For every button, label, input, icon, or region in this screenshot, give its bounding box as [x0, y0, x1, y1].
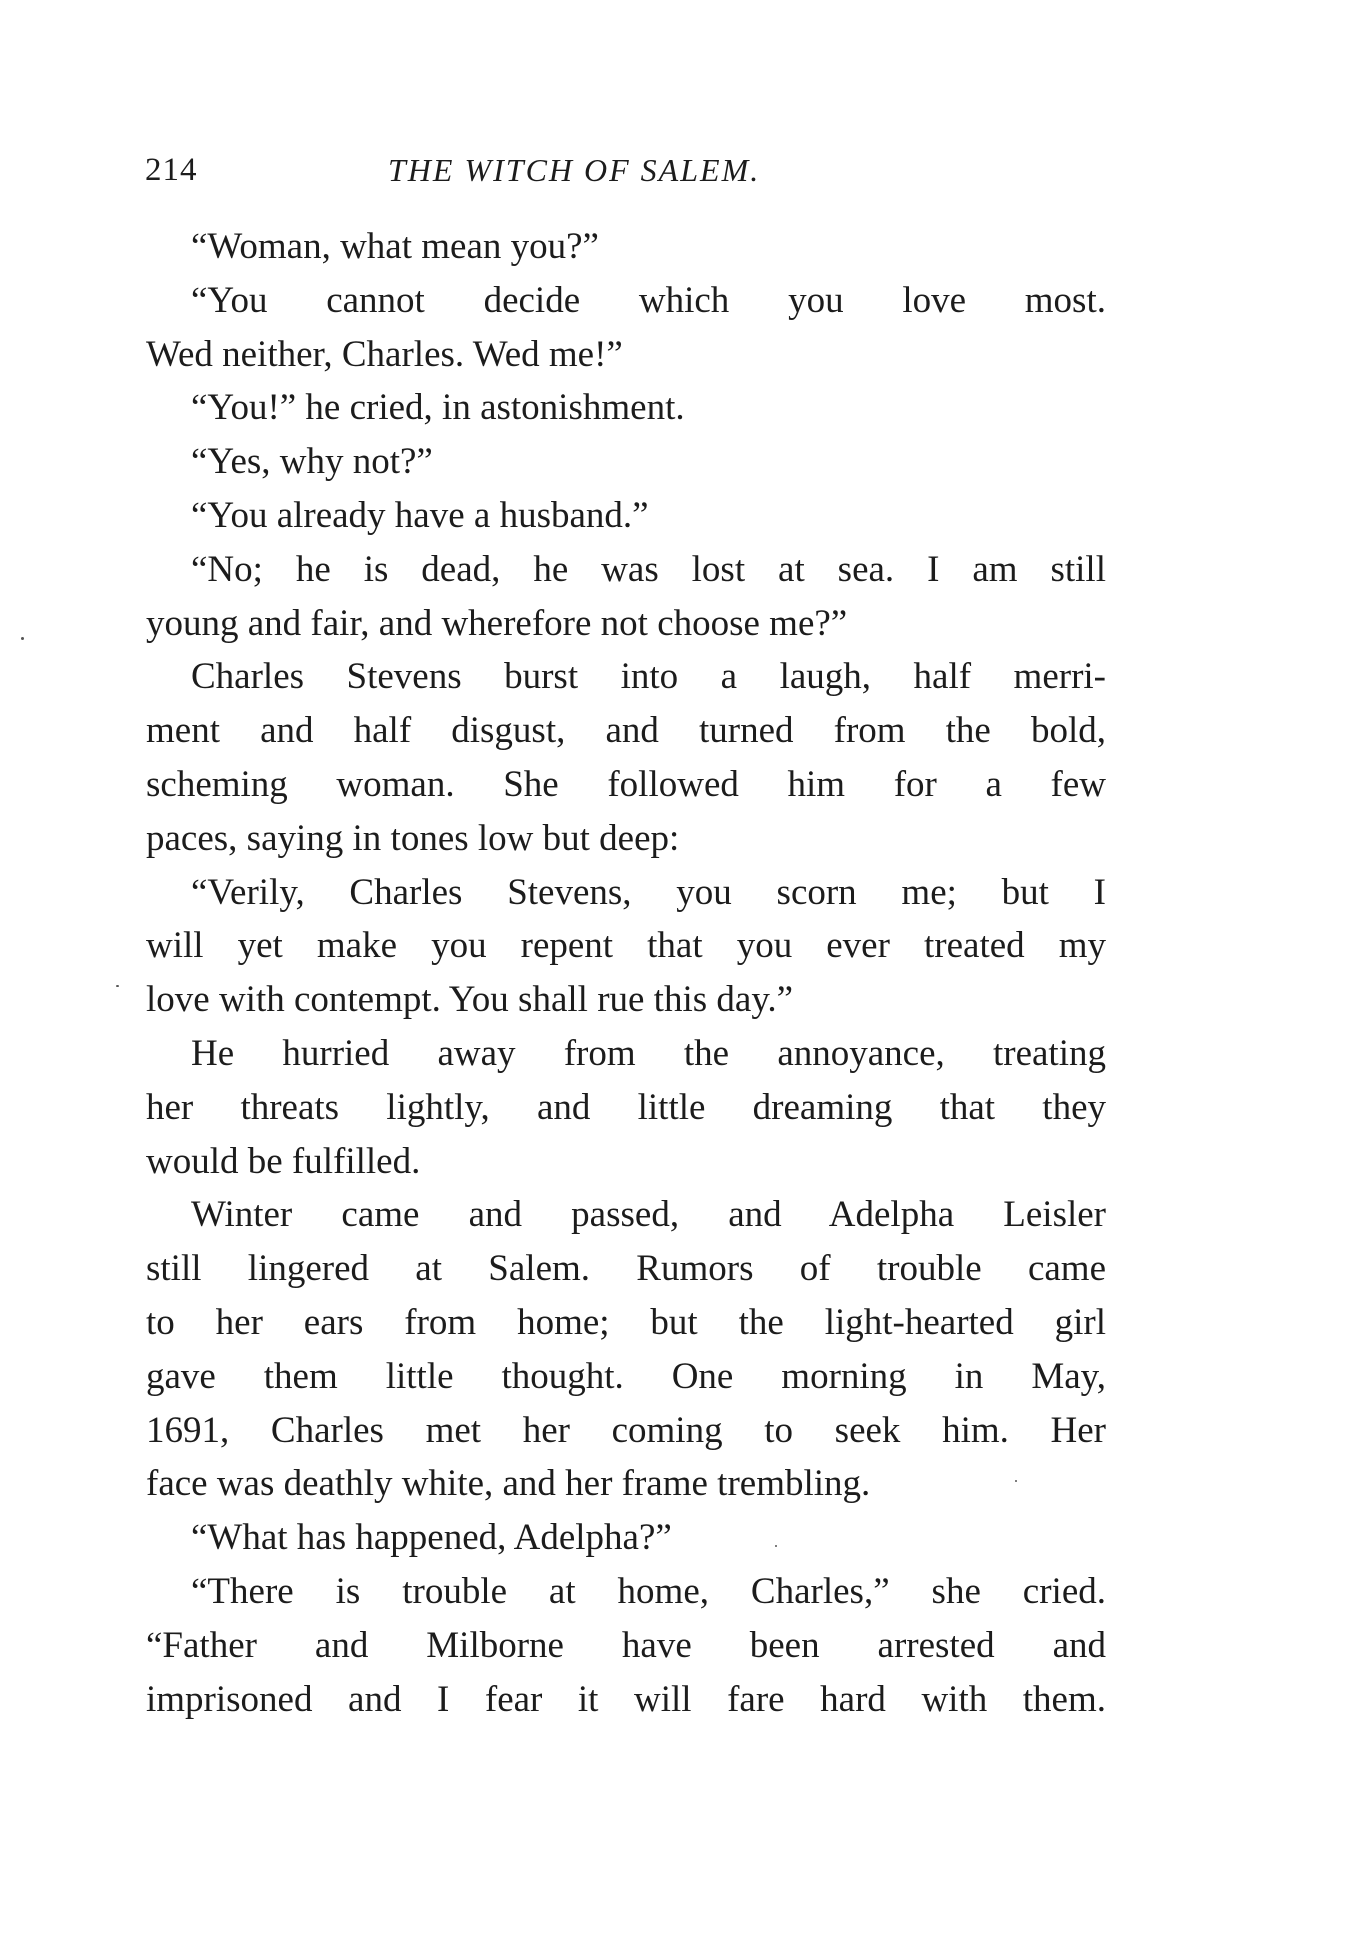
text-line: “Woman, what mean you?” — [191, 226, 599, 267]
text-line: will yet make you repent that you ever treated my — [146, 925, 1106, 967]
text-line: scheming woman. She followed him for a few — [146, 763, 1106, 805]
text-line: face was deathly white, and her frame trembling. — [146, 1463, 871, 1505]
text-line: “You cannot decide which you love most. — [191, 279, 1106, 321]
text-line: Charles Stevens burst into a laugh, half merri- — [191, 656, 1106, 698]
text-line: paces, saying in tones low but deep: — [146, 817, 680, 859]
print-speck — [1015, 1480, 1017, 1482]
print-speck — [775, 1545, 777, 1547]
text-line: imprisoned and I fear it will fare hard with them. — [146, 1678, 1106, 1720]
print-speck — [21, 637, 24, 640]
text-line: He hurried away from the annoyance, treating — [191, 1032, 1106, 1074]
text-line: love with contempt. You shall rue this day.” — [146, 979, 794, 1021]
text-line: “Father and Milborne have been arrested and — [146, 1624, 1106, 1666]
print-speck — [116, 985, 119, 987]
text-line: Winter came and passed, and Adelpha Leisler — [191, 1194, 1106, 1236]
page-header — [145, 152, 1105, 200]
text-line: “Yes, why not?” — [191, 441, 433, 483]
page-number: 214 — [145, 152, 198, 188]
text-line: her threats lightly, and little dreaming that they — [146, 1086, 1106, 1128]
text-line: 1691, Charles met her coming to seek him. Her — [146, 1409, 1106, 1451]
running-title: THE WITCH OF SALEM. — [388, 152, 761, 188]
text-line: to her ears from home; but the light-hearted girl — [146, 1301, 1106, 1343]
text-line: still lingered at Salem. Rumors of trouble came — [146, 1248, 1106, 1290]
text-line: gave them little thought. One morning in May, — [146, 1355, 1106, 1397]
text-line: “There is trouble at home, Charles,” she cried. — [191, 1570, 1106, 1612]
text-line: young and fair, and wherefore not choose me?” — [146, 602, 848, 644]
text-line: “What has happened, Adelpha?” — [191, 1517, 672, 1559]
text-line: “You already have a husband.” — [191, 494, 649, 536]
text-line: “You!” he cried, in astonishment. — [191, 387, 685, 429]
text-line: would be fulfilled. — [146, 1140, 421, 1182]
text-line: ment and half disgust, and turned from the bold, — [146, 710, 1106, 752]
text-line: “Verily, Charles Stevens, you scorn me; but I — [191, 871, 1106, 913]
text-line: Wed neither, Charles. Wed me!” — [146, 333, 623, 375]
text-line: “No; he is dead, he was lost at sea. I am still — [191, 548, 1106, 590]
body-text — [146, 220, 1106, 1726]
